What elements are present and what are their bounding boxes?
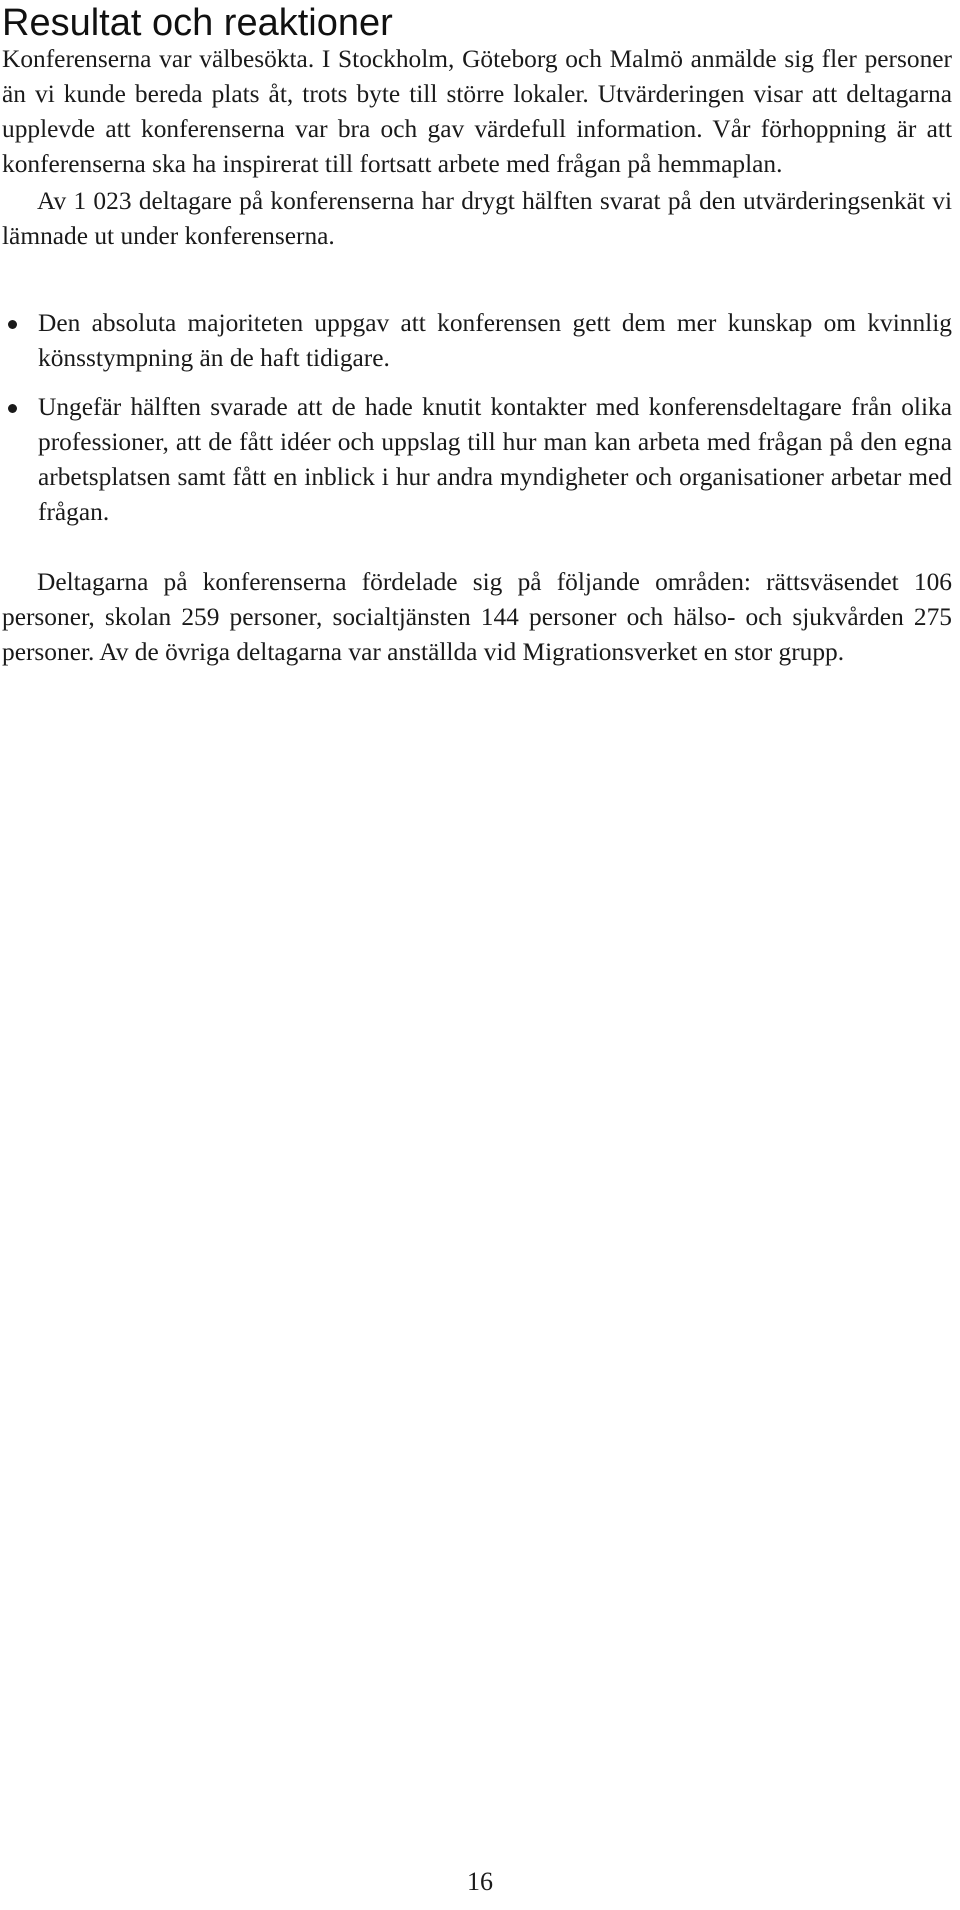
page-number: 16: [467, 1867, 493, 1896]
paragraph-participants: Deltagarna på konferenserna fördelade sig på följande områden: rättsväsendet 106 personer, skolan 259 personer, socialtjänsten 144 personer och hälso- och sjukvården 275 personer. Av de övriga deltagarna var anställda vid Migrationsverket en stor grupp.: [2, 568, 952, 666]
paragraph-survey: Av 1 023 deltagare på konferenserna har drygt hälften svarat på den utvärderingsenkät vi lämnade ut under konferenserna.: [2, 187, 952, 250]
bullet-text: Den absoluta majoriteten uppgav att konferensen gett dem mer kunskap om kvinnlig könsstympning än de haft tidigare.: [38, 309, 952, 372]
bullet-text: Ungefär hälften svarade att de hade knutit kontakter med konferensdeltagare från olika professioner, att de fått idéer och uppslag till hur man kan arbeta med frågan på den egna arbetsplatsen samt fått en inblick i hur andra myndigheter och organisationer arbetar med frågan.: [38, 393, 952, 526]
paragraph-intro: Konferenserna var välbesökta. I Stockholm, Göteborg och Malmö anmälde sig fler personer än vi kunde bereda plats åt, trots byte till större lokaler. Utvärderingen visar att deltagarna upplevde att konferenserna var bra och gav värdefull information. Vår förhoppning är att konferenserna ska ha inspirerat till fortsatt arbete med frågan på hemmaplan.: [2, 45, 952, 178]
bullet-item: [0, 390, 952, 530]
bullet-dot-icon: [8, 320, 17, 329]
bullet-item: [0, 306, 952, 376]
results-bullet-list: [0, 306, 952, 544]
bullet-dot-icon: [8, 404, 17, 413]
section-heading: Resultat och reaktioner: [2, 2, 393, 44]
